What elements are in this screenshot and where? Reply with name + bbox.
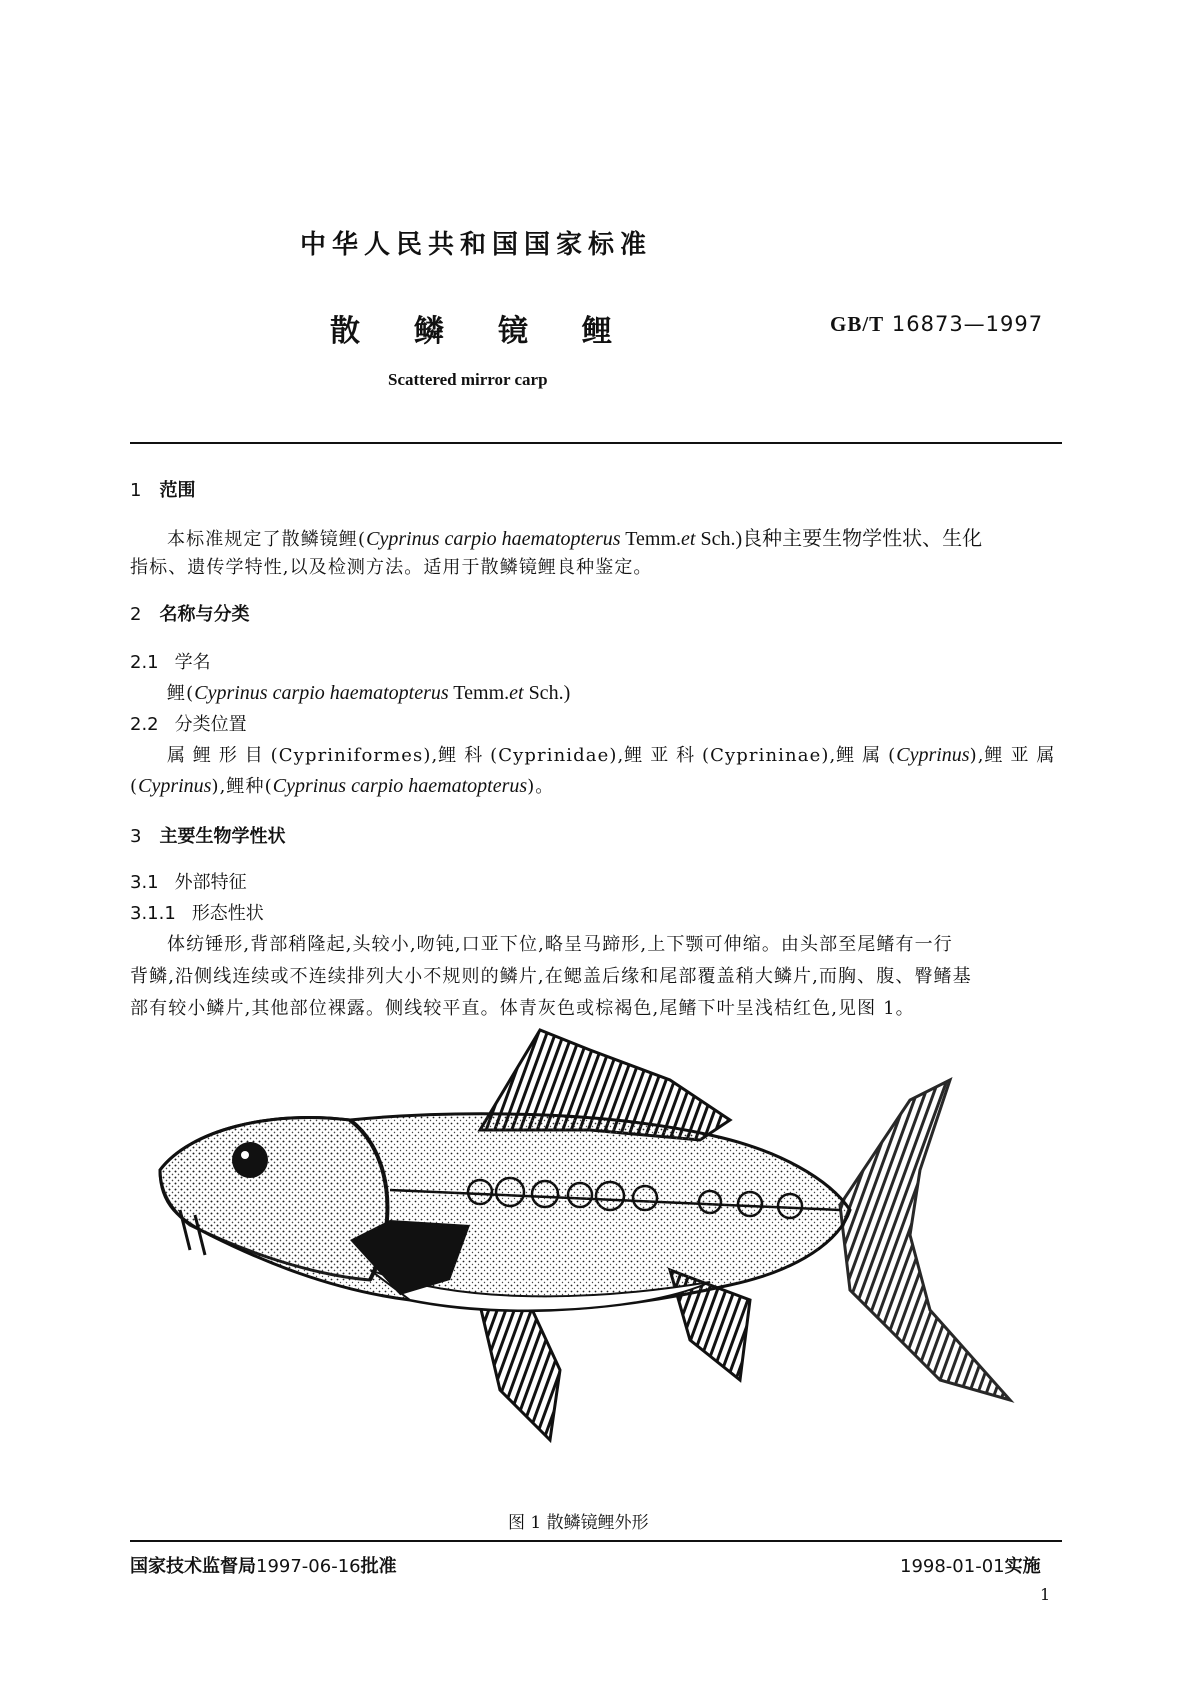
approval-info: 国家技术监督局1997-06-16批准 — [130, 1556, 397, 1577]
section-2-heading: 2 名称与分类 — [130, 604, 250, 625]
section-3-1-heading: 3.1 外部特征 — [130, 872, 247, 893]
section-3-1-1-heading: 3.1.1 形态性状 — [130, 903, 264, 924]
morphology-line: 部有较小鳞片,其他部位裸露。侧线较平直。体青灰色或棕褐色,尾鳍下叶呈浅桔红色,见图 1。 — [130, 998, 915, 1019]
morphology-line: 体纺锤形,背部稍隆起,头较小,吻钝,口亚下位,略呈马蹄形,上下颚可伸缩。由头部至尾鳍有一行 — [167, 934, 953, 955]
standard-code — [830, 312, 1043, 337]
title-char: 鳞 — [414, 314, 444, 349]
section-1-para-line: 指标、遗传学特性,以及检测方法。适用于散鳞镜鲤良种鉴定。 — [130, 557, 653, 578]
morphology-line: 背鳞,沿侧线连续或不连续排列大小不规则的鳞片,在鳃盖后缘和尾部覆盖稍大鳞片,而胸、腹、臀鳍基 — [130, 966, 972, 987]
standard-type: 中华人民共和国国家标准 — [300, 230, 653, 260]
scientific-name-line: 鲤(Cyprinus carpio haematopterus Temm.et Sch.) — [167, 682, 571, 704]
mirror-carp-illustration — [150, 1020, 1060, 1490]
code-prefix: GB/T — [830, 312, 885, 336]
section-2-2-heading: 2.2 分类位置 — [130, 714, 247, 735]
section-1-heading: 1 范围 — [130, 480, 196, 501]
footer-divider — [130, 1540, 1062, 1542]
section-3-heading: 3 主要生物学性状 — [130, 826, 286, 847]
taxonomy-line: 属 鲤 形 目 (Cypriniformes),鲤 科 (Cyprinidae),鲤 亚 科 (Cyprininae),鲤 属 (Cyprinus),鲤 亚 属 — [167, 744, 1056, 766]
page-number: 1 — [1040, 1585, 1051, 1604]
document-title — [330, 306, 666, 350]
section-2-1-heading: 2.1 学名 — [130, 652, 211, 673]
section-1-para-line: 本标准规定了散鳞镜鲤(Cyprinus carpio haematopterus Temm.et Sch.)良种主要生物学性状、生化 — [167, 528, 983, 550]
title-char: 镜 — [498, 314, 528, 349]
effective-info: 1998-01-01实施 — [900, 1556, 1041, 1577]
code-number: 16873—1997 — [891, 312, 1044, 336]
taxonomy-line: (Cyprinus),鲤种(Cyprinus carpio haematopterus)。 — [130, 775, 555, 797]
header-divider — [130, 442, 1062, 444]
english-title: Scattered mirror carp — [388, 370, 548, 389]
title-char: 鲤 — [582, 314, 612, 349]
figure-caption: 图 1 散鳞镜鲤外形 — [508, 1513, 649, 1533]
title-char: 散 — [330, 314, 360, 349]
